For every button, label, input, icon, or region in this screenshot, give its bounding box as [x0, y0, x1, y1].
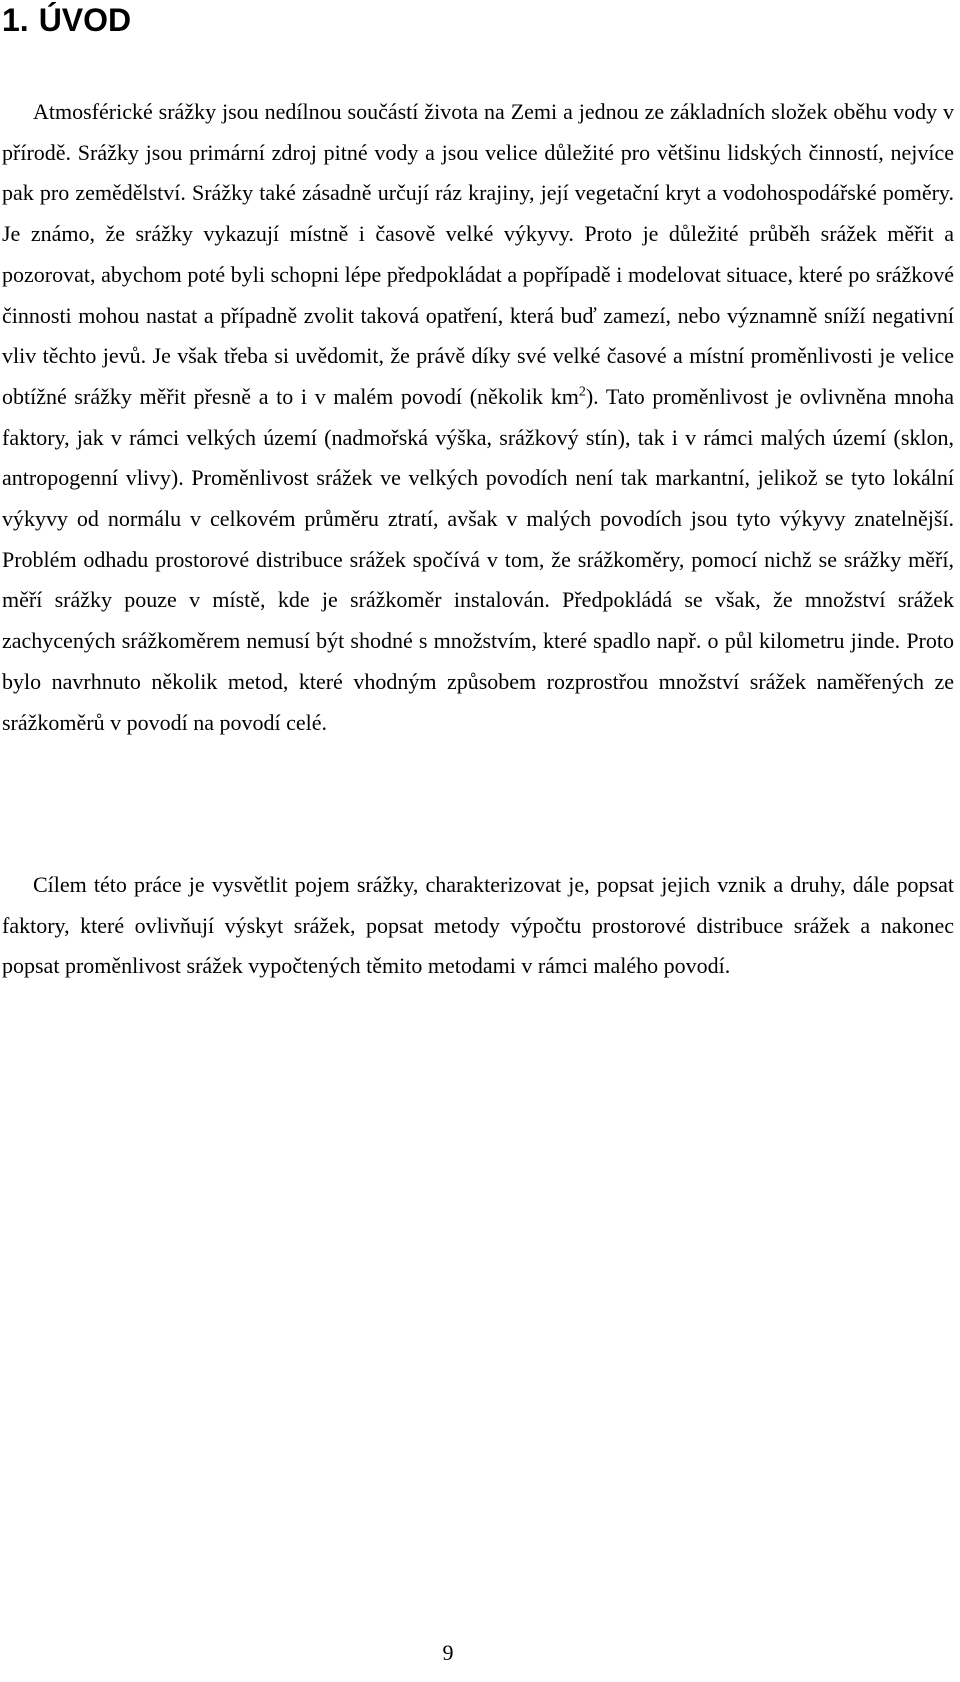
- page-number: 9: [442, 1640, 454, 1665]
- intro-paragraph-text-start: Atmosférické srážky jsou nedílnou součástí života na Zemi a jednou ze základních složek oběhu vody v přírodě. Srážky jsou primární zdroj pitné vody a jsou velice důležité pro většinu lidských činností, nejvíce pak pro zemědělství. Srážky také zásadně určují ráz krajiny, její vegetační kryt a vodohospodářské poměry. Je známo, že srážky vykazují místně i časově velké výkyvy. Proto je důležité průběh srážek měřit a pozorovat, abychom poté byli schopni lépe předpokládat a popřípadě i modelovat situace, které po srážkové činnosti mohou nastat a případně zvolit taková opatření, která buď zamezí, nebo významně sníží negativní vliv těchto jevů. Je však třeba si uvědomit, že právě díky své velké časové a místní proměnlivosti je velice obtížné srážky měřit přesně a to i v malém povodí (několik km: [2, 99, 954, 409]
- aim-paragraph: Cílem této práce je vysvětlit pojem srážky, charakterizovat je, popsat jejich vznik a druhy, dále popsat faktory, které ovlivňují výskyt srážek, popsat metody výpočtu prostorové distribuce srážek a nakonec popsat proměnlivost srážek vypočtených těmito metodami v rámci malého povodí.: [2, 872, 954, 979]
- chapter-heading: [2, 0, 131, 40]
- chapter-number: 1.: [2, 2, 29, 38]
- intro-paragraph-text-end: ). Tato proměnlivost je ovlivněna mnoha faktory, jak v rámci velkých území (nadmořská výška, srážkový stín), tak i v rámci malých území (sklon, antropogenní vlivy). Proměnlivost srážek ve velkých povodích není tak markantní, jelikož se tyto lokální výkyvy od normálu v celkovém průměru ztratí, avšak v malých povodích jsou tyto výkyvy znatelnější. Problém odhadu prostorové distribuce srážek spočívá v tom, že srážkoměry, pomocí nichž se srážky měří, měří srážky pouze v místě, kde je srážkoměr instalován. Předpokládá se však, že množství srážek zachycených srážkoměrem nemusí být shodné s množstvím, které spadlo např. o půl kilometru jinde. Proto bylo navrhnuto několik metod, které vhodným způsobem rozprostřou množství srážek naměřených ze srážkoměrů v povodí na povodí celé.: [2, 383, 954, 735]
- area-unit-superscript: 2: [578, 384, 586, 400]
- chapter-title: ÚVOD: [38, 2, 132, 38]
- intro-paragraph: [2, 92, 954, 743]
